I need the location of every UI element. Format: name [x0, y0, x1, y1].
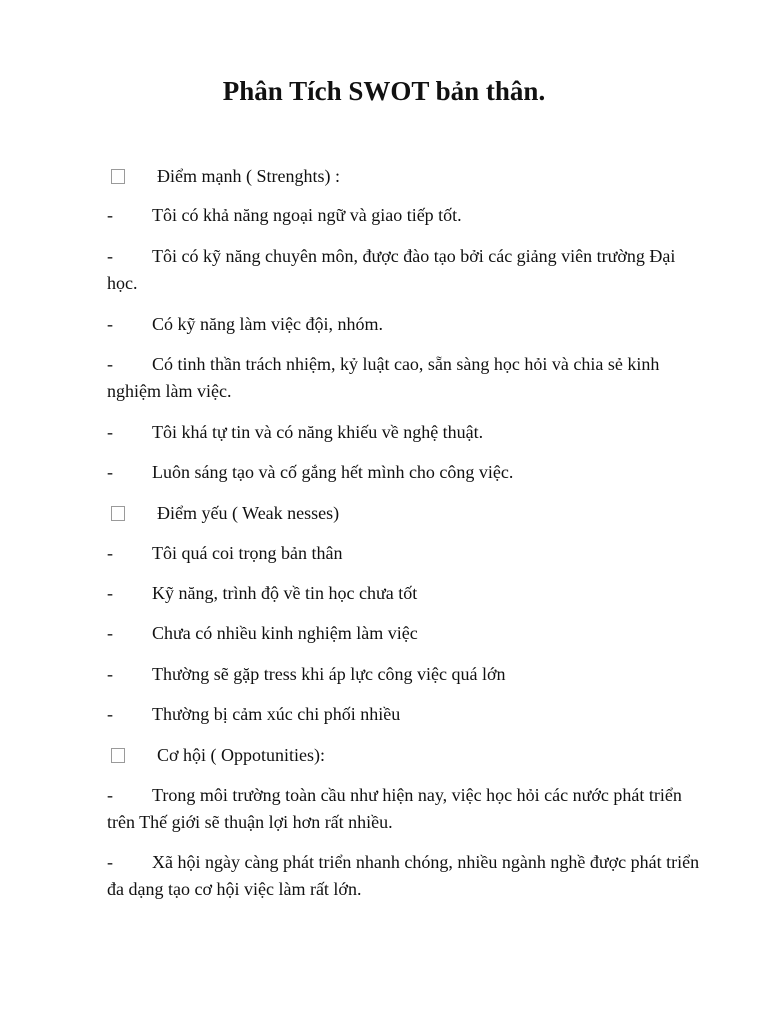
- section-heading-weaknesses: Điểm yếu ( Weak nesses): [107, 500, 707, 526]
- list-item: - Chưa có nhiều kinh nghiệm làm việc: [107, 623, 418, 643]
- list-item: - Xã hội ngày càng phát triển nhanh chóng, nhiều ngành nghề được phát triển đa dạng tạo cơ hội việc làm rất lớn.: [107, 852, 700, 899]
- list-item: - Kỹ năng, trình độ về tin học chưa tốt: [107, 583, 418, 603]
- list-item: - Tôi có kỹ năng chuyên môn, được đào tạo bởi các giảng viên trường Đại học.: [107, 246, 676, 293]
- list-item: - Có tinh thần trách nhiệm, kỷ luật cao, sẵn sàng học hỏi và chia sẻ kinh nghiệm làm việc.: [107, 354, 660, 401]
- page-title: Phân Tích SWOT bản thân.: [222, 76, 546, 106]
- list-item: - Trong môi trường toàn cầu như hiện nay, việc học hỏi các nước phát triển trên Thế giới sẽ thuận lợi hơn rất nhiều.: [107, 785, 682, 832]
- section-heading-strengths: Điểm mạnh ( Strenghts) :: [107, 163, 707, 189]
- list-item: - Tôi quá coi trọng bản thân: [107, 543, 343, 563]
- bullet-box-icon: [111, 506, 125, 521]
- bullet-box-icon: [111, 169, 125, 184]
- bullet-box-icon: [111, 748, 125, 763]
- list-item: - Thường sẽ gặp tress khi áp lực công việc quá lớn: [107, 664, 506, 684]
- section-heading-opportunities: Cơ hội ( Oppotunities):: [107, 742, 707, 768]
- list-item: - Luôn sáng tạo và cố gắng hết mình cho công việc.: [107, 462, 514, 482]
- list-item: - Thường bị cảm xúc chi phối nhiều: [107, 704, 401, 724]
- list-item: - Tôi có khả năng ngoại ngữ và giao tiếp tốt.: [107, 205, 462, 225]
- list-item: - Tôi khá tự tin và có năng khiếu về nghệ thuật.: [107, 422, 484, 442]
- list-item: - Có kỹ năng làm việc đội, nhóm.: [107, 314, 383, 334]
